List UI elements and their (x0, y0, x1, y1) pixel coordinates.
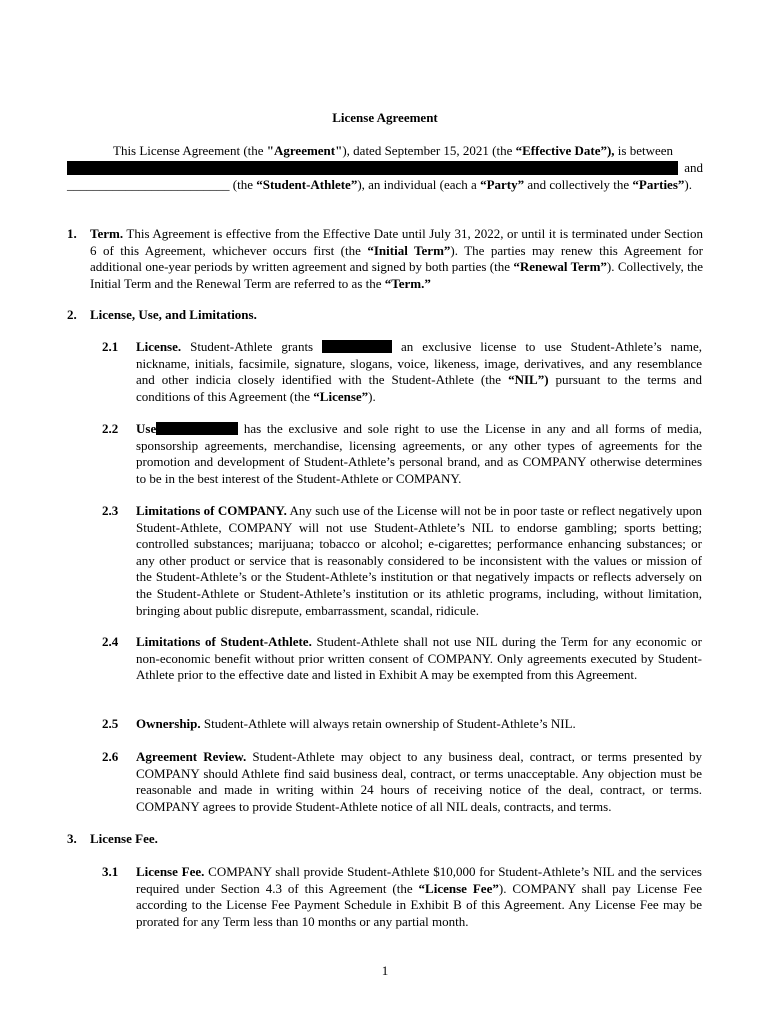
section-2-1-license: 2.1 License. Student-Athlete grants an exclusive license to use Student-Athlete’s name, nickname, initials, facsimile, signature, slogans, voice, likeness, image, derivatives, and any resemblance and other indicia closely identified with the Student-Athlete (the “NIL”) pursuant to the terms and conditions of this Agreement (the “License”). (102, 339, 702, 404)
section-2-5-ownership: 2.5 Ownership. Student-Athlete will always retain ownership of Student-Athlete’s NIL. (102, 716, 576, 731)
student-athlete-blank: _________________________ (67, 177, 230, 192)
section-2-3-limitations-company: 2.3 Limitations of COMPANY. Any such use of the License will not be in poor taste or reflect negatively upon Student-Athlete, COMPANY will not use Student-Athlete’s NIL to endorse gambling; sports betting; controlled substances; marijuana; tobacco or alcohol; e-cigarettes; performance enhancing substances; or any other product or service that is reasonably considered to be inconsistent with the values or mission of the Student-Athlete’s or the Student-Athlete’s institution or that negatively impacts or reflects adversely on the Student-Athlete or Student-Athlete’s institution or its athletic programs, including, without limitation, bringing about public disrepute, embarrassment, scandal, ridicule. (102, 503, 702, 618)
section-3-1-license-fee: 3.1 License Fee. COMPANY shall provide Student-Athlete $10,000 for Student-Athlete’s NIL and the services required under Section 4.3 of this Agreement (the “License Fee”). COMPANY shall pay License Fee according to the License Fee Payment Schedule in Exhibit B of this Agreement. Any License Fee may be prorated for any Term less than 10 months or any partial month. (102, 864, 702, 929)
page-number: 1 (381, 963, 389, 978)
document-title: License Agreement (332, 110, 438, 125)
section-2-4-limitations-student: 2.4 Limitations of Student-Athlete. Student-Athlete shall not use NIL during the Term for any economic or non-economic benefit without prior written consent of COMPANY. Only agreements executed by Student-Athlete prior to the effective date and listed in Exhibit A may be exempted from this Agreement. (102, 634, 703, 683)
redacted-company-line: and (67, 159, 703, 176)
section-2-2-use: 2.2 Use has the exclusive and sole right to use the License in any and all forms of media, sponsorship agreements, merchandise, licensing agreements, or any other types of agreements for the promotion and development of Student-Athlete’s personal brand, and as COMPANY otherwise determines to be in the best interest of the Student-Athlete or COMPANY. (102, 421, 702, 486)
section-2-6-agreement-review: 2.6 Agreement Review. Student-Athlete may object to any business deal, contract, or terms presented by COMPANY should Athlete find said business deal, contract, or terms unacceptable. Any objection must be reasonable and made in writing within 24 hours of receiving notice of the deal, contract, or terms. COMPANY agrees to provide Student-Athlete notice of all NIL deals, contracts, and terms. (102, 749, 702, 814)
section-1-term: 1. Term. This Agreement is effective from the Effective Date until July 31, 2022, or until it is terminated under Section 6 of this Agreement, whichever occurs first (the “Initial Term”). The parties may renew this Agreement for additional one-year periods by written agreement and signed by both parties (the “Renewal Term”). Collectively, the Initial Term and the Renewal Term are referred to as the “Term.” (67, 226, 703, 291)
redaction-bar (67, 161, 678, 175)
section-3-heading: 3. License Fee. (67, 831, 158, 846)
redaction-bar (322, 340, 392, 353)
section-2-heading: 2. License, Use, and Limitations. (67, 307, 257, 322)
intro-paragraph: This License Agreement (the "Agreement"), dated September 15, 2021 (the “Effective Date”), is between and _________________________ (the “Student-Athlete”), an individual (each a “Party” and collectively the “Parties”). (67, 143, 703, 192)
redaction-bar (156, 422, 238, 435)
